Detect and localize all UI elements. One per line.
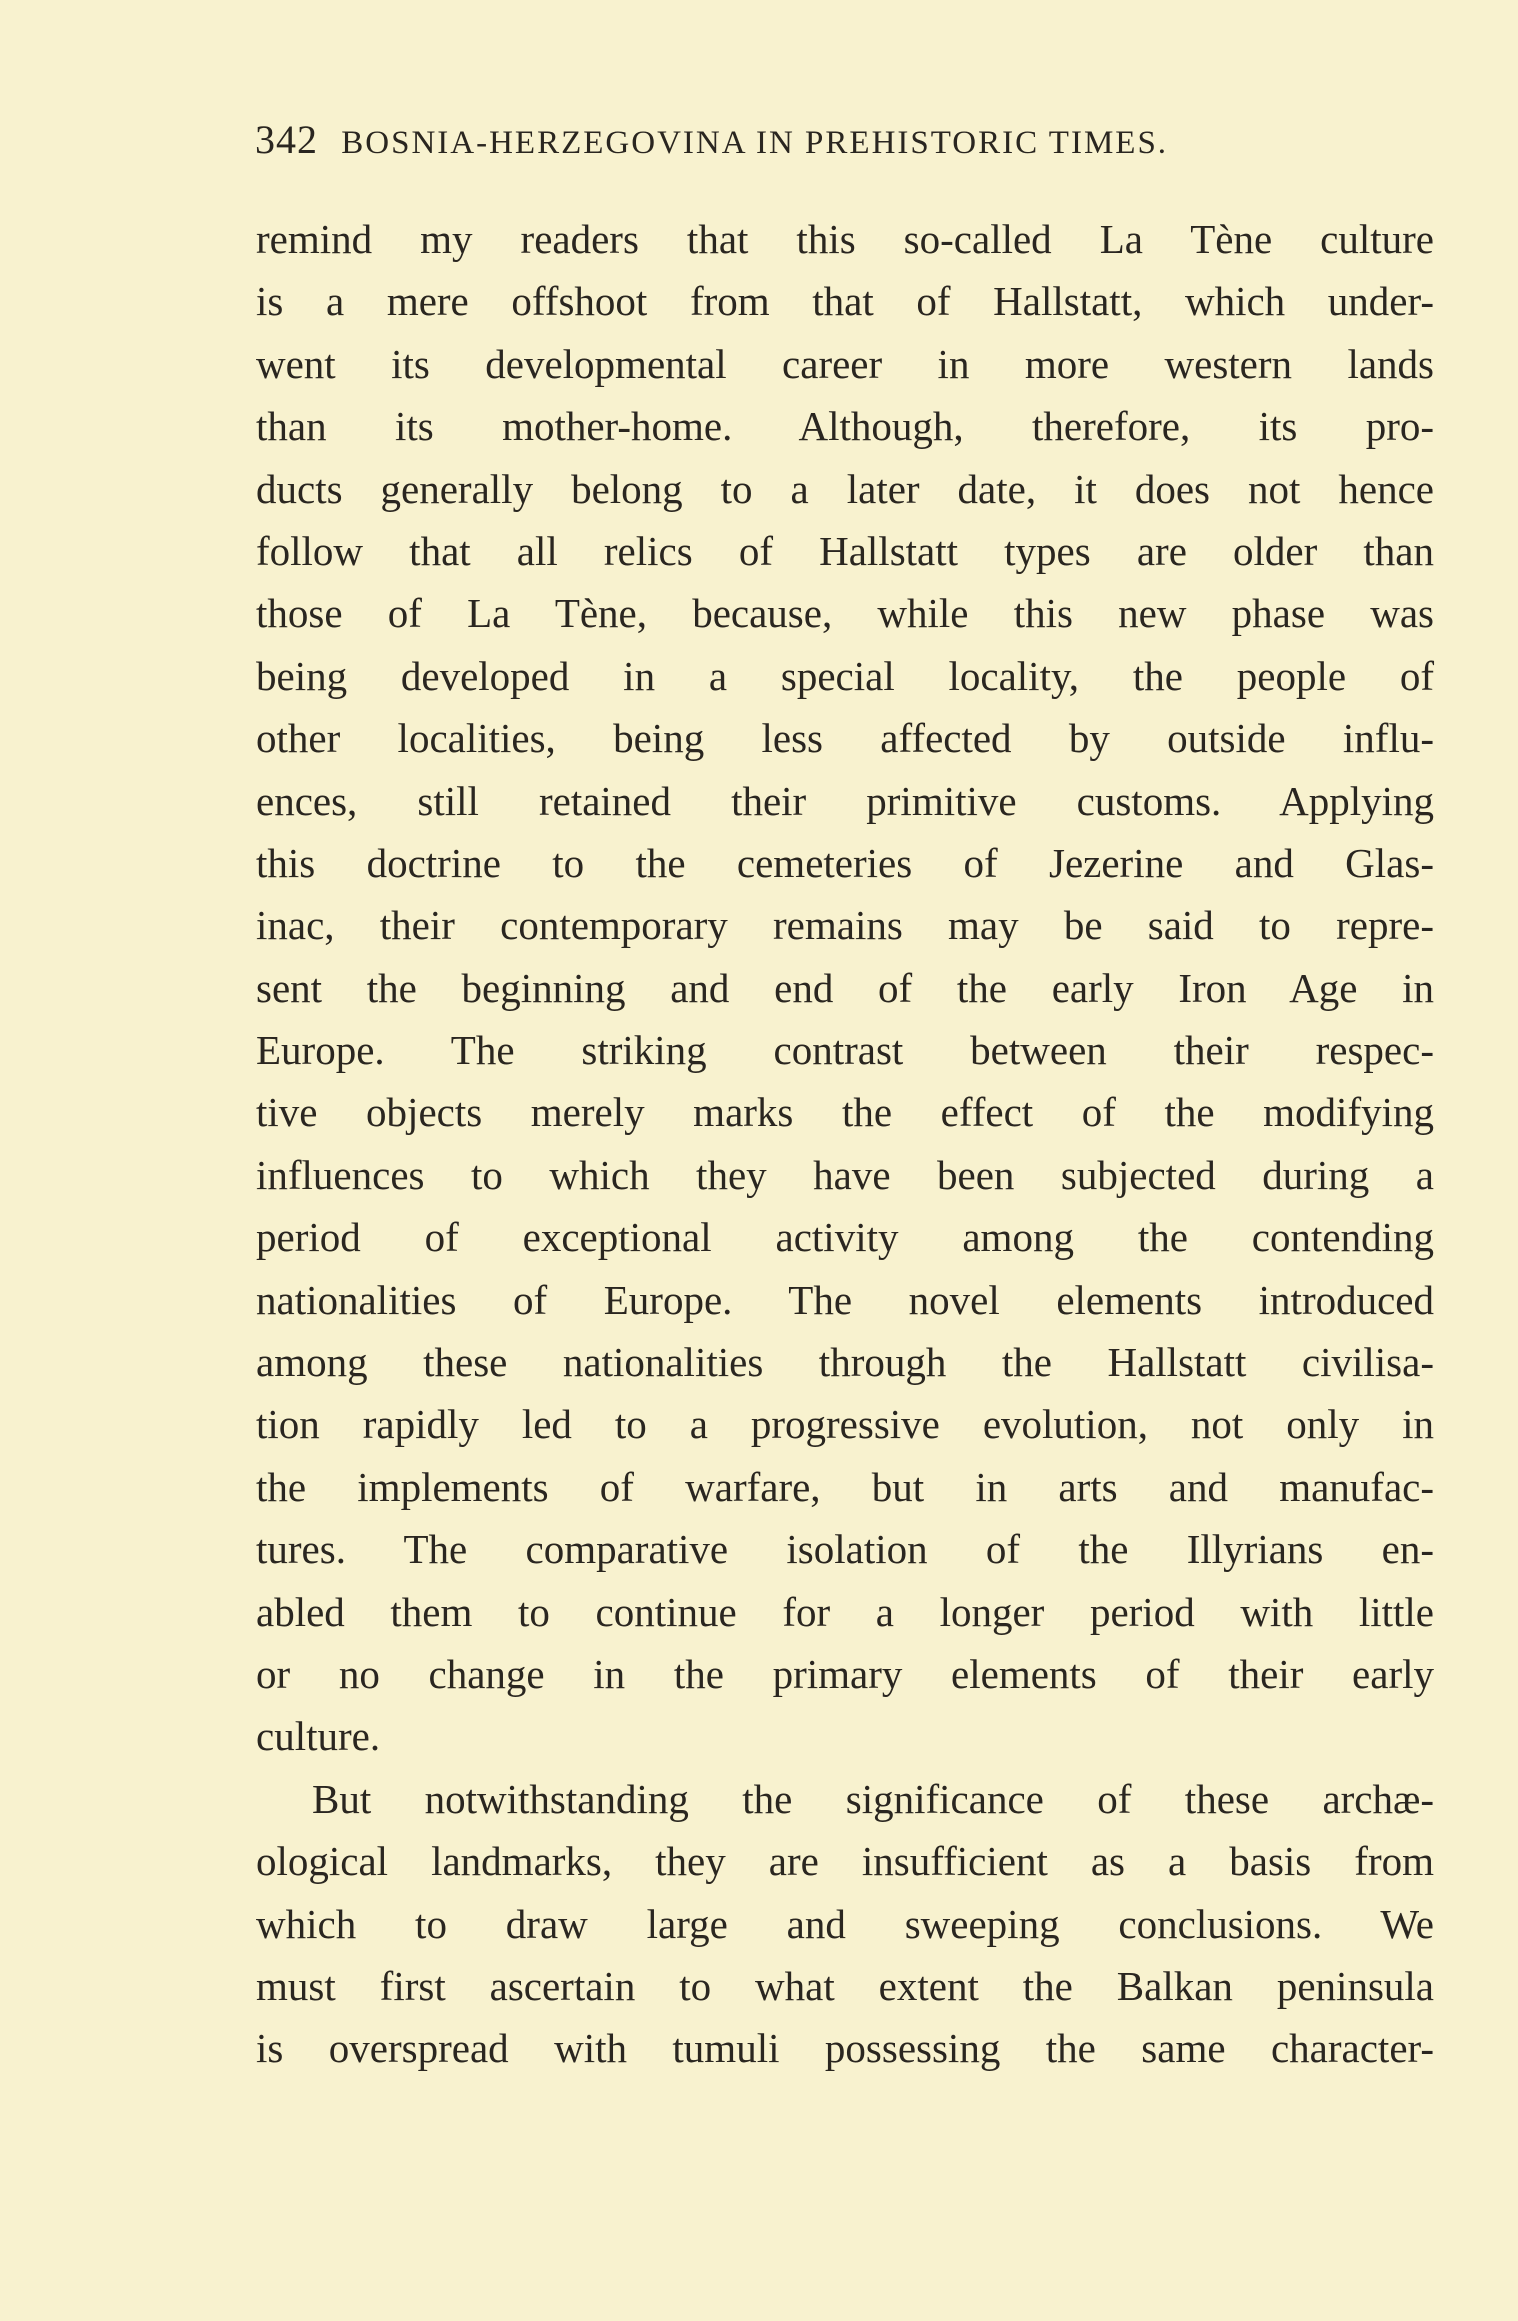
text-line: abled them to continue for a longer period with little <box>256 1588 1434 1635</box>
text-line: ences, still retained their primitive customs. Applying <box>256 777 1434 824</box>
text-line: influences to which they have been subjected during a <box>256 1151 1434 1198</box>
text-line: tion rapidly led to a progressive evolution, not only in <box>256 1401 1434 1448</box>
text-line: than its mother-home. Although, therefore, its pro- <box>256 403 1434 450</box>
text-line: nationalities of Europe. The novel elements introduced <box>256 1276 1434 1323</box>
text-line: ducts generally belong to a later date, it does not hence <box>256 465 1434 512</box>
text-line: this doctrine to the cemeteries of Jezerine and Glas- <box>256 839 1434 886</box>
text-line: culture. <box>256 1713 381 1760</box>
running-head-title: BOSNIA-HERZEGOVINA IN PREHISTORIC TIMES. <box>341 125 1169 161</box>
text-line: is a mere offshoot from that of Hallstatt, which under- <box>256 278 1434 325</box>
text-line: those of La Tène, because, while this new phase was <box>256 590 1434 637</box>
text-line: among these nationalities through the Hallstatt civilisa- <box>256 1339 1434 1386</box>
text-line: went its developmental career in more western lands <box>256 340 1434 387</box>
text-line: ological landmarks, they are insufficient as a basis from <box>256 1838 1434 1885</box>
text-line: is overspread with tumuli possessing the same character- <box>256 2025 1434 2072</box>
body-text <box>256 208 1434 2080</box>
text-line: the implements of warfare, but in arts and manufac- <box>256 1463 1434 1510</box>
text-line: tures. The comparative isolation of the Illyrians en- <box>256 1526 1434 1573</box>
text-line: remind my readers that this so-called La Tène culture <box>256 216 1434 262</box>
text-line: inac, their contemporary remains may be said to repre- <box>256 902 1434 949</box>
text-line: which to draw large and sweeping conclusions. We <box>256 1900 1434 1947</box>
text-line: other localities, being less affected by outside influ- <box>256 715 1434 762</box>
text-line: or no change in the primary elements of their early <box>256 1650 1434 1697</box>
text-line: But notwithstanding the significance of these archæ- <box>312 1775 1434 1822</box>
text-line: tive objects merely marks the effect of the modifying <box>256 1089 1434 1136</box>
text-line: follow that all relics of Hallstatt types are older than <box>256 527 1434 574</box>
page-number: 342 <box>255 117 318 162</box>
text-line: sent the beginning and end of the early Iron Age in <box>256 964 1434 1011</box>
text-line: being developed in a special locality, the people of <box>256 652 1434 699</box>
text-line: must first ascertain to what extent the Balkan peninsula <box>256 1962 1434 2009</box>
text-line: Europe. The striking contrast between their respec- <box>256 1027 1434 1074</box>
text-line: period of exceptional activity among the contending <box>256 1214 1434 1261</box>
running-head <box>255 116 1315 176</box>
